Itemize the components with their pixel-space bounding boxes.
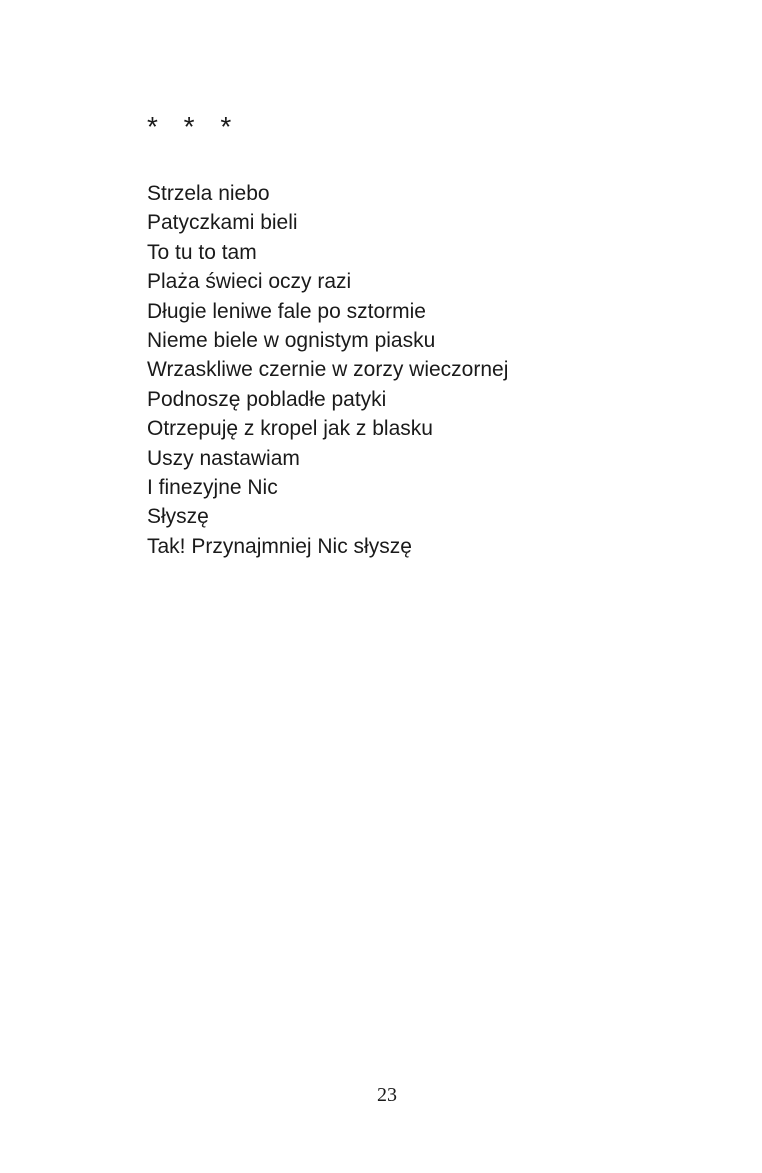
poem-line: Nieme biele w ognistym piasku	[147, 329, 436, 353]
poem-line: Wrzaskliwe czernie w zorzy wieczornej	[147, 358, 509, 382]
poem-line: To tu to tam	[147, 240, 257, 264]
poem-line: Patyczkami bieli	[147, 211, 298, 235]
poem-line: Otrzepuję z kropel jak z blasku	[147, 417, 433, 441]
poem-line: Tak! Przynajmniej Nic słyszę	[147, 534, 412, 558]
poem-line: Słyszę	[147, 505, 209, 529]
poem-line: Podnoszę pobladłe patyki	[147, 387, 387, 411]
poem-line: Plaża świeci oczy razi	[147, 270, 352, 294]
poem-line: Strzela niebo	[147, 182, 270, 205]
poem-line: Uszy nastawiam	[147, 446, 300, 470]
poem-title-asterisks: * * *	[147, 111, 241, 142]
poem-line: Długie leniwe fale po sztormie	[147, 299, 426, 323]
poem-stanza	[147, 179, 508, 561]
page-number: 23	[377, 1084, 397, 1106]
poem-line: I finezyjne Nic	[147, 476, 278, 500]
